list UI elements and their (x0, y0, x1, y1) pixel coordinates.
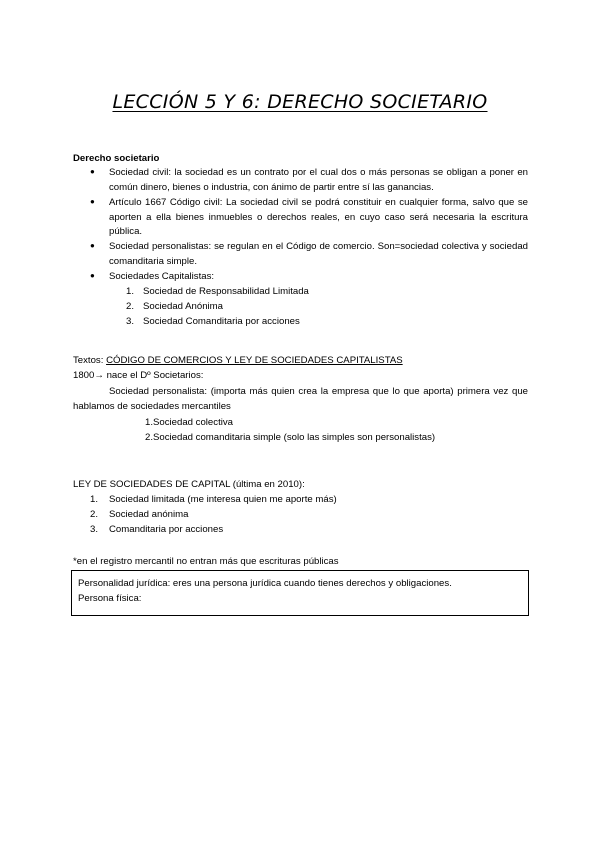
ley-heading: LEY DE SOCIEDADES DE CAPITAL (última en 2010): (73, 479, 305, 490)
list-item: 2.Sociedad comanditaria simple (solo las simples son personalistas) (145, 431, 436, 443)
definition-box (71, 570, 529, 616)
personalista-paragraph: Sociedad personalista: (importa más quien crea la empresa que lo que aporta) primera vez que hablamos de sociedades mercantiles (73, 386, 528, 412)
list-item: 3. Sociedad Comanditaria por acciones (126, 315, 300, 327)
ley-list (73, 493, 528, 538)
list-item: 2. Sociedad anónima (90, 508, 189, 520)
line-1800: 1800→ nace el Dº Societarios: (73, 370, 204, 381)
bullet-list (73, 166, 528, 329)
list-item-label: Sociedades Capitalistas: (109, 271, 215, 283)
textos-value: CÓDIGO DE COMERCIOS Y LEY DE SOCIEDADES CAPITALISTAS (106, 355, 403, 366)
list-item: 3. Comanditaria por acciones (90, 523, 224, 535)
box-line: Personalidad jurídica: eres una persona jurídica cuando tienes derechos y obligaciones. (78, 578, 452, 589)
textos-line (73, 354, 528, 369)
section-heading: Derecho societario (73, 153, 160, 164)
list-item: 1. Sociedad limitada (me interesa quien me aporte más) (90, 494, 337, 505)
personalista-items (73, 416, 528, 446)
registro-note: *en el registro mercantil no entran más que escrituras públicas (73, 556, 339, 567)
list-item: 1. Sociedad de Responsabilidad Limitada (126, 285, 309, 297)
list-item: ● Sociedad civil: la sociedad es un contrato por el cual dos o más personas se obligan a poner en común dinero, bienes o industria, con ánimo de partir entre sí las ganancias. (73, 166, 528, 196)
list-item (73, 270, 528, 329)
list-item: 1.Sociedad colectiva (145, 417, 233, 428)
list-item: ● Sociedad personalistas: se regulan en el Código de comercio. Son=sociedad colectiva y sociedad comanditaria simple. (73, 240, 528, 270)
box-line: Persona física: (78, 592, 142, 604)
capitalistas-list (109, 285, 528, 330)
page-title: LECCIÓN 5 Y 6: DERECHO SOCIETARIO (112, 91, 488, 113)
list-item: 2. Sociedad Anónima (126, 300, 224, 312)
list-item: ● Artículo 1667 Código civil: La sociedad civil se podrá constituir en cualquier forma, salvo que se aporten a ella bienes inmuebles o derechos reales, en cuyo caso será necesaria la escritura pública. (73, 196, 528, 241)
textos-label: Textos: (73, 355, 107, 366)
